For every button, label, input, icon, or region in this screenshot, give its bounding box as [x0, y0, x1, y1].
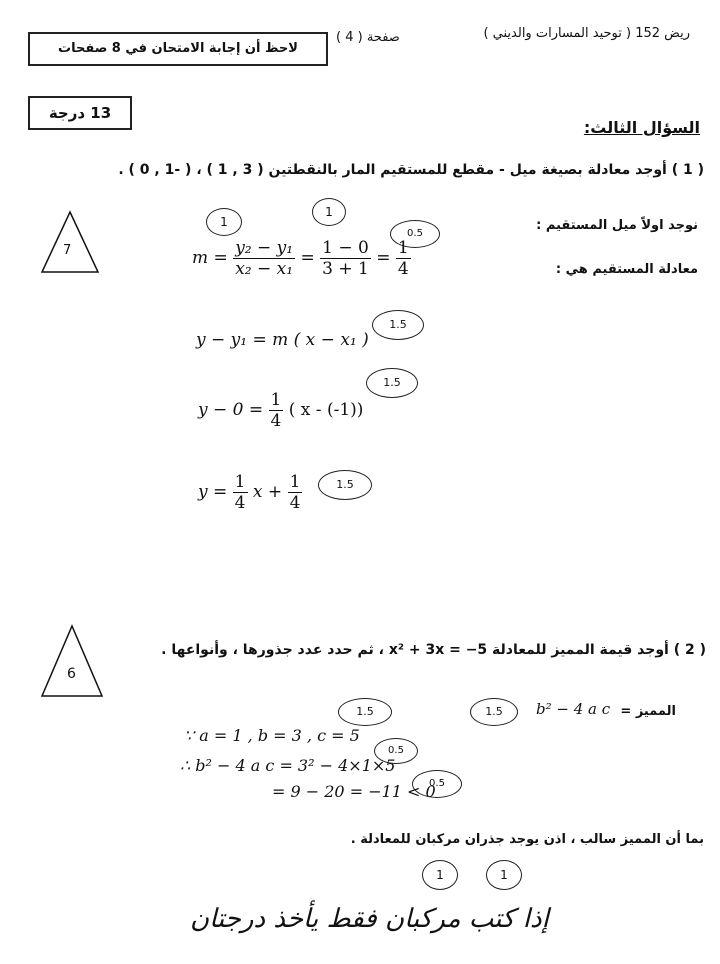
total-grade-box — [28, 96, 132, 130]
frac-num: 1 — [289, 472, 301, 492]
equation-label: معادلة المستقيم هي : — [555, 262, 698, 277]
page-number: صفحة ( 4 ) — [336, 30, 400, 45]
point-slope-step: y − y₁ = m ( x − x₁ ) — [196, 330, 369, 350]
conclusion-text: بما أن المميز سالب ، اذن يوجد جذران مركبان للمعادلة . — [350, 832, 704, 847]
mark-circle: 1.5 — [372, 310, 424, 340]
frac-num: 1 — [397, 238, 409, 258]
mark-circle: 1.5 — [338, 698, 392, 726]
mark-circle: 0.5 — [390, 220, 440, 248]
substitution-step — [198, 390, 363, 431]
exam-note: لاحظ أن إجابة الامتحان في 8 صفحات — [58, 41, 298, 56]
frac-num: 1 — [270, 390, 282, 410]
step3-lhs: y = — [198, 482, 228, 502]
final-equation — [198, 472, 302, 513]
step3-mid: x + — [252, 482, 283, 502]
frac-den: 4 — [397, 259, 409, 279]
exam-note-box — [28, 32, 328, 66]
mark-circle: 1.5 — [470, 698, 518, 726]
course-header: ريض 152 ( توحيد المسارات والديني ) — [483, 26, 690, 41]
handwritten-note: إذا كتب مركبان فقط يأخذ درجتان — [190, 904, 549, 934]
q2-grade-triangle — [40, 624, 104, 700]
frac-den: 4 — [270, 411, 282, 431]
mark-circle: 1 — [206, 208, 242, 236]
slope-lhs: m = — [192, 248, 228, 268]
mark-circle: 0.5 — [374, 738, 418, 764]
step2-lhs: y − 0 = — [198, 400, 264, 420]
frac-num: y₂ − y₁ — [235, 238, 294, 258]
discriminant-result: = 9 − 20 = −11 < 0 — [272, 782, 436, 801]
mark-circle: 1.5 — [318, 470, 372, 500]
q2-triangle-value: 6 — [67, 666, 76, 682]
frac-den: x₂ − x₁ — [235, 259, 294, 279]
frac-num: 1 − 0 — [322, 238, 369, 258]
frac-den: 4 — [289, 493, 301, 513]
frac-den: 4 — [234, 493, 246, 513]
total-grade: 13 درجة — [48, 104, 112, 122]
q1-prompt: ( 1 ) أوجد معادلة بصيغة ميل - مقطع للمستقيم المار بالنقطتين ( 3 , 1 ) ، ( -1 , 0 ) . — [118, 162, 704, 178]
section-title: السؤال الثالث: — [583, 118, 700, 137]
q1-triangle-value: 7 — [63, 243, 72, 258]
mark-circle: 0.5 — [412, 770, 462, 798]
slope-label: نوجد اولاً ميل المستقيم : — [536, 218, 698, 233]
slope-equation: m = $\frac{\text{y₂ − y₁}}{\text{x₂ − x₁}}$ = $\frac{1 - 0}{3 + 1}$ = $\frac{1}{4}$ — [192, 238, 409, 279]
frac-num: 1 — [234, 472, 246, 492]
coefficients-line: ∵ a = 1 , b = 3 , c = 5 — [184, 726, 360, 745]
step2-rhs: ( x - (-1)) — [288, 400, 364, 420]
mark-circle: 1 — [312, 198, 346, 226]
discriminant-label: المميز = — [620, 704, 676, 719]
mark-circle: 1 — [486, 860, 522, 890]
mark-circle: 1.5 — [366, 368, 418, 398]
discriminant-substitution: ∴ b² − 4 a c = 3² − 4×1×5 — [180, 756, 396, 775]
mark-circle: 1 — [422, 860, 458, 890]
discriminant-expression: b² − 4 a c — [536, 700, 611, 718]
q2-prompt: ( 2 ) أوجد قيمة المميز للمعادلة x² + 3x = −5 ، ثم حدد عدد جذورها ، وأنواعها . — [161, 642, 706, 658]
frac-den: 3 + 1 — [322, 259, 369, 279]
